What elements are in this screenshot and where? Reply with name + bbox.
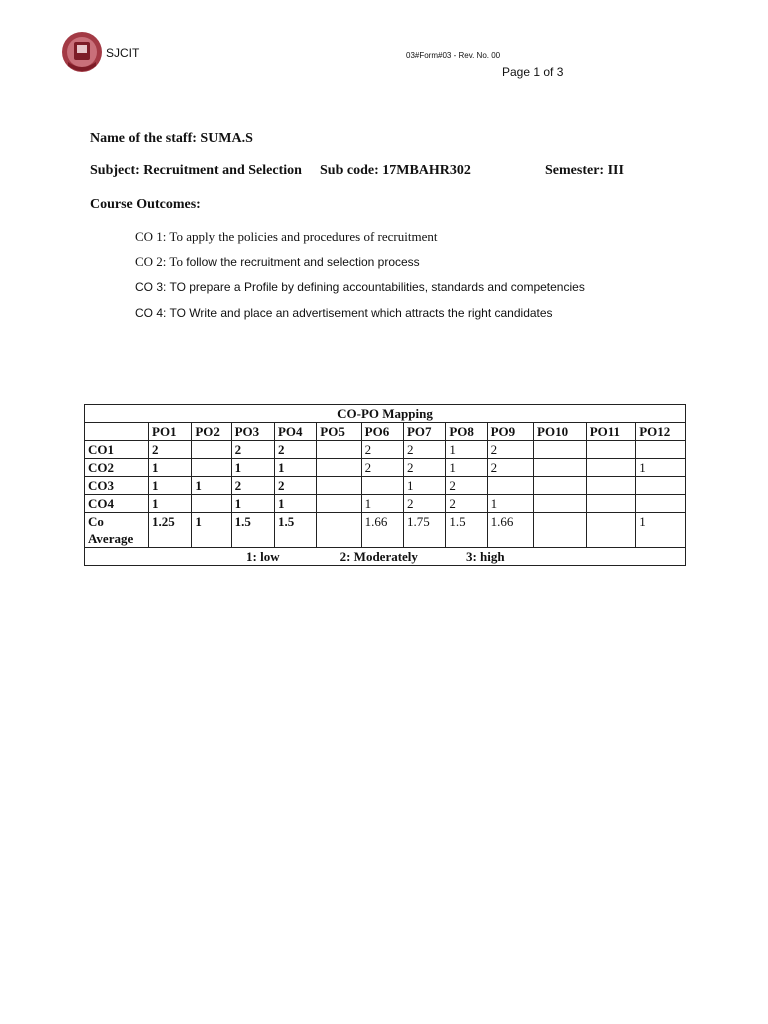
table-cell: 1 bbox=[446, 441, 487, 459]
table-cell bbox=[361, 477, 403, 495]
table-cell bbox=[192, 495, 231, 513]
table-cell: 1.66 bbox=[361, 513, 403, 548]
course-outcomes-heading: Course Outcomes: bbox=[90, 197, 201, 212]
legend-moderate: 2: Moderately bbox=[339, 549, 418, 564]
table-cell bbox=[636, 477, 686, 495]
table-cell bbox=[586, 441, 636, 459]
table-cell: 1.5 bbox=[274, 513, 316, 548]
table-cell: 2 bbox=[231, 441, 274, 459]
table-cell: 1 bbox=[403, 477, 445, 495]
table-row bbox=[85, 441, 686, 459]
table-cell bbox=[317, 495, 361, 513]
semester: Semester: III bbox=[545, 163, 624, 178]
column-header-po11: PO11 bbox=[586, 423, 636, 441]
table-cell: 1.5 bbox=[231, 513, 274, 548]
table-cell bbox=[534, 477, 587, 495]
table-cell: 1.5 bbox=[446, 513, 487, 548]
table-cell: 2 bbox=[149, 441, 192, 459]
course-outcome-4: CO 4: TO Write and place an advertisement which attracts the right candidates bbox=[135, 306, 553, 320]
table-cell: 1 bbox=[446, 459, 487, 477]
table-cell: 1 bbox=[274, 495, 316, 513]
table-row bbox=[85, 495, 686, 513]
column-header-po10: PO10 bbox=[534, 423, 587, 441]
table-row bbox=[85, 459, 686, 477]
table-cell: 2 bbox=[403, 441, 445, 459]
table-cell: 1 bbox=[149, 459, 192, 477]
table-cell bbox=[534, 495, 587, 513]
column-header-po3: PO3 bbox=[231, 423, 274, 441]
table-cell: 2 bbox=[274, 441, 316, 459]
table-cell: 1 bbox=[636, 459, 686, 477]
table-cell: 2 bbox=[446, 477, 487, 495]
table-title-row bbox=[85, 405, 686, 423]
table-cell bbox=[636, 495, 686, 513]
column-header-po7: PO7 bbox=[403, 423, 445, 441]
page-number: Page 1 of 3 bbox=[502, 65, 564, 79]
legend-row bbox=[85, 548, 686, 566]
row-label: Co Average bbox=[85, 513, 149, 548]
column-header-po1: PO1 bbox=[149, 423, 192, 441]
table-row bbox=[85, 513, 686, 548]
staff-name: Name of the staff: SUMA.S bbox=[90, 131, 253, 146]
course-outcome-2 bbox=[135, 254, 420, 270]
table-cell: 2 bbox=[403, 459, 445, 477]
legend-low: 1: low bbox=[246, 549, 280, 564]
table-cell bbox=[586, 477, 636, 495]
column-header-po12: PO12 bbox=[636, 423, 686, 441]
table-cell bbox=[317, 441, 361, 459]
legend bbox=[85, 548, 686, 566]
table-cell: 2 bbox=[361, 459, 403, 477]
row-label: CO1 bbox=[85, 441, 149, 459]
form-number: 03#Form#03 - Rev. No. 00 bbox=[406, 51, 501, 60]
table-cell: 1.75 bbox=[403, 513, 445, 548]
table-cell: 1 bbox=[361, 495, 403, 513]
table-cell: 2 bbox=[231, 477, 274, 495]
table-cell bbox=[586, 459, 636, 477]
table-cell bbox=[586, 513, 636, 548]
column-header-po4: PO4 bbox=[274, 423, 316, 441]
table-cell: 1.66 bbox=[487, 513, 533, 548]
table-cell: 1 bbox=[274, 459, 316, 477]
table-cell: 1 bbox=[149, 495, 192, 513]
table-cell bbox=[534, 441, 587, 459]
course-outcome-3: CO 3: TO prepare a Profile by defining accountabilities, standards and competencies bbox=[135, 280, 585, 294]
table-cell bbox=[487, 477, 533, 495]
table-cell: 2 bbox=[487, 441, 533, 459]
column-header-po9: PO9 bbox=[487, 423, 533, 441]
column-header-po6: PO6 bbox=[361, 423, 403, 441]
table-cell bbox=[636, 441, 686, 459]
table-cell bbox=[317, 477, 361, 495]
row-label: CO4 bbox=[85, 495, 149, 513]
column-header-po2: PO2 bbox=[192, 423, 231, 441]
table-cell: 1.25 bbox=[149, 513, 192, 548]
column-header-blank bbox=[85, 423, 149, 441]
table-cell: 1 bbox=[487, 495, 533, 513]
table-cell: 1 bbox=[231, 495, 274, 513]
table-cell: 2 bbox=[361, 441, 403, 459]
row-label: CO2 bbox=[85, 459, 149, 477]
table-cell bbox=[317, 459, 361, 477]
column-header-po8: PO8 bbox=[446, 423, 487, 441]
table-cell: 1 bbox=[192, 513, 231, 548]
table-cell: 1 bbox=[192, 477, 231, 495]
column-header-po5: PO5 bbox=[317, 423, 361, 441]
table-cell bbox=[534, 513, 587, 548]
table-cell: 1 bbox=[636, 513, 686, 548]
subject-code: Sub code: 17MBAHR302 bbox=[320, 163, 471, 178]
table-cell: 2 bbox=[274, 477, 316, 495]
table-cell: 2 bbox=[446, 495, 487, 513]
table-row bbox=[85, 477, 686, 495]
table-header-row bbox=[85, 423, 686, 441]
table-cell: 2 bbox=[487, 459, 533, 477]
subject-name: Subject: Recruitment and Selection bbox=[90, 163, 302, 178]
table-cell: 2 bbox=[403, 495, 445, 513]
table-cell bbox=[586, 495, 636, 513]
table-cell bbox=[192, 441, 231, 459]
college-logo-icon bbox=[60, 30, 104, 74]
org-name: SJCIT bbox=[106, 46, 140, 60]
table-cell bbox=[192, 459, 231, 477]
co-po-mapping-table bbox=[84, 404, 686, 566]
table-cell: 1 bbox=[149, 477, 192, 495]
table-cell bbox=[317, 513, 361, 548]
table-cell: 1 bbox=[231, 459, 274, 477]
co2-prefix: CO 2: To bbox=[135, 254, 187, 269]
course-outcome-1: CO 1: To apply the policies and procedures of recruitment bbox=[135, 229, 438, 244]
row-label: CO3 bbox=[85, 477, 149, 495]
legend-high: 3: high bbox=[465, 549, 505, 564]
table-title: CO-PO Mapping bbox=[85, 405, 686, 423]
co2-text: follow the recruitment and selection process bbox=[186, 255, 420, 269]
table-cell bbox=[534, 459, 587, 477]
